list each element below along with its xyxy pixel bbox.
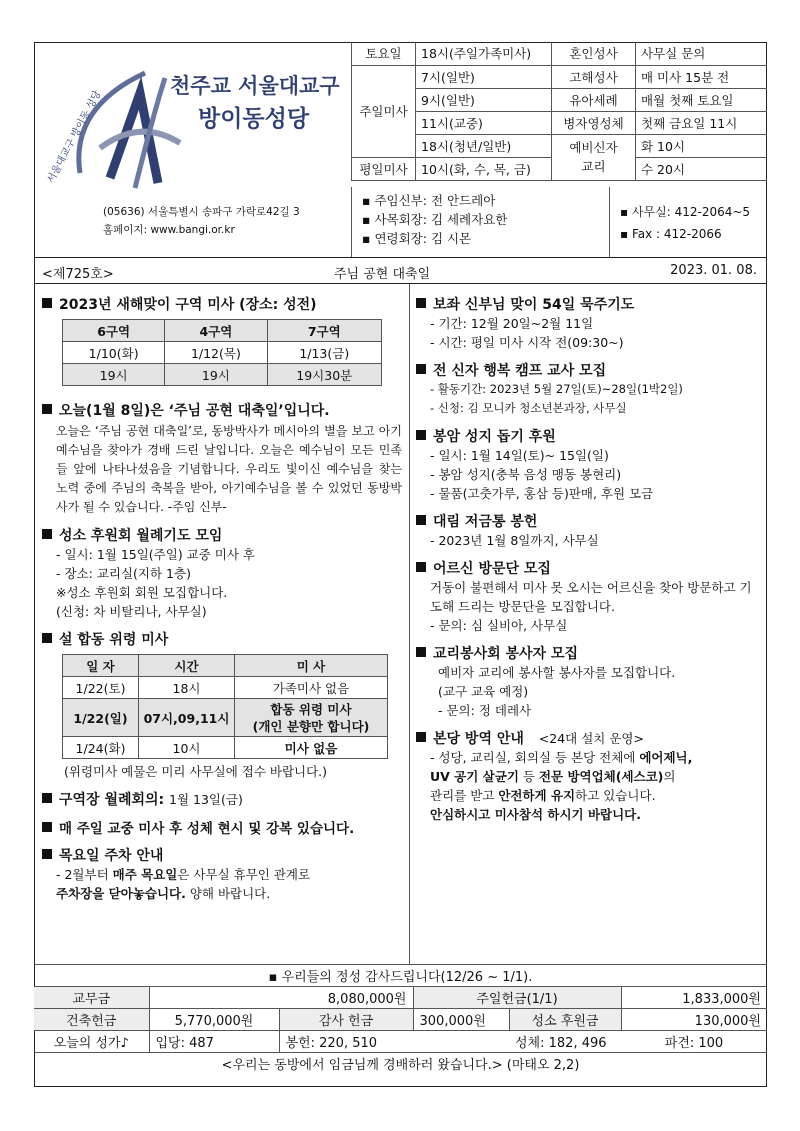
table-cell: 19시30분 [267, 364, 381, 386]
vocation-label: 성소 후원금 [509, 1009, 621, 1031]
section-district-meeting: 구역장 월례회의: 1월 13일(금) [42, 789, 402, 809]
table-header: 시간 [139, 655, 235, 677]
issue-number: <제725호> [42, 267, 114, 282]
bongam-line: - 물품(고춧가루, 홍삼 등)판매, 후원 모금 [430, 486, 654, 501]
rosary-line: - 기간: 12월 20일~2월 11일 [430, 316, 594, 331]
section-camp-teachers: 전 신자 행복 캠프 교사 모집 [416, 360, 762, 380]
parish-homepage: 홈페이지: www.bangi.or.kr [103, 224, 235, 236]
catechumen-time-1: 화 10시 [636, 134, 768, 157]
section-disinfection: 본당 방역 안내 <24대 설치 운영> [416, 728, 762, 748]
vocation-line: ※성소 후원회 회원 모집합니다. [56, 585, 228, 600]
table-cell: 1/13(금) [267, 342, 381, 364]
staff-item: ▪ 주임신부: 전 안드레아 [362, 193, 496, 208]
issue-header [34, 257, 767, 284]
logo [40, 48, 350, 193]
kyomu-value: 8,080,000원 [149, 987, 413, 1009]
parish-name-line2: 방이동성당 [198, 106, 310, 132]
right-column [416, 290, 762, 824]
section-elder-visit: 어르신 방문단 모집 [416, 558, 762, 578]
table-cell: 1/22(일) [63, 699, 139, 737]
section-memorial-mass: 설 합동 위령 미사 [42, 629, 402, 649]
table-cell: 1/10(화) [63, 342, 165, 364]
building-value: 5,770,000원 [149, 1009, 279, 1031]
baptism-value: 매월 첫째 토요일 [636, 88, 768, 111]
marriage-label: 혼인성사 [552, 42, 636, 65]
confession-value: 매 미사 15분 전 [636, 65, 768, 88]
table-cell: 가족미사 없음 [235, 677, 388, 699]
camp-line: - 활동기간: 2023년 5월 27일(토)~28일(1박2일) [430, 382, 683, 396]
saturday-time: 18시(주일가족미사) [416, 42, 552, 65]
table-cell: 미사 없음 [235, 737, 388, 759]
bongam-line: - 일시: 1월 14일(토)~ 15일(일) [430, 448, 609, 463]
column-divider [409, 284, 410, 964]
sunday-time-1: 7시(일반) [416, 65, 552, 88]
disinfection-line-3: 관리를 받고 안전하게 유지하고 있습니다. [430, 788, 656, 803]
disinfection-line-1: - 성당, 교리실, 회의실 등 본당 전체에 에어제닉, [430, 750, 693, 765]
sunday-offering-value: 1,833,000원 [621, 987, 767, 1009]
table-cell: 1/12(목) [165, 342, 267, 364]
parking-line-2: 주차장을 닫아놓습니다. 양해 바랍니다. [56, 886, 271, 901]
catechism-line: - 문의: 정 데레사 [438, 703, 532, 718]
catechism-line: 예비자 교리에 봉사할 봉사자를 모집합니다. [438, 665, 676, 680]
dismissal-hymn: 파견: 100 [621, 1031, 767, 1053]
sunday-time-3: 11시(교중) [416, 111, 552, 134]
table-cell: 19시 [63, 364, 165, 386]
marriage-value: 사무실 문의 [636, 42, 768, 65]
issue-title: 주님 공현 대축일 [334, 267, 431, 282]
confession-label: 고해성사 [552, 65, 636, 88]
contact-box [609, 187, 767, 257]
mass-schedule-table [351, 42, 767, 181]
section-epiphany: 오늘(1월 8일)은 ‘주님 공현 대축일’입니다. [42, 400, 402, 420]
sick-communion-value: 첫째 금요일 11시 [636, 111, 768, 134]
fax-number: ▪ Fax : 412-2066 [620, 227, 722, 241]
logo-arc-text: 서울대교구 방이동 성당 [45, 88, 104, 186]
bongam-line: - 봉암 성지(충북 음성 맹동 봉현리) [430, 467, 622, 482]
vocation-line: - 일시: 1월 15일(주일) 교중 미사 후 [56, 547, 255, 562]
catechumen-label [552, 134, 636, 180]
disinfection-line-2: UV 공기 살균기 등 전문 방역업체(세스코)의 [430, 769, 676, 784]
footer-quote: <우리는 동방에서 임금님께 경배하러 왔습니다.> (마태오 2,2) [34, 1053, 767, 1075]
thanks-label: 감사 헌금 [279, 1009, 413, 1031]
section-rosary: 보좌 신부님 맞이 54일 묵주기도 [416, 294, 762, 314]
staff-item: ▪ 사목회장: 김 세례자요한 [362, 212, 508, 227]
vocation-line: - 장소: 교리실(지하 1층) [56, 566, 191, 581]
offertory-hymn: 봉헌: 220, 510 [279, 1031, 509, 1053]
district-meeting-date: 1월 13일(금) [169, 792, 243, 807]
office-phone: ▪ 사무실: 412-2064~5 [620, 205, 751, 219]
section-bongam: 봉암 성지 돕기 후원 [416, 426, 762, 446]
memorial-mass-table [62, 654, 388, 759]
hymn-label: 오늘의 성가♪ [34, 1031, 149, 1053]
advent-line: - 2023년 1월 8일까지, 사무실 [430, 533, 599, 548]
sunday-time-4: 18시(청년/일반) [416, 134, 552, 157]
disinfection-sub: <24대 설치 운영> [538, 731, 644, 746]
left-column [42, 290, 402, 903]
memorial-note: (위령미사 예물은 미리 사무실에 접수 바랍니다.) [64, 764, 328, 779]
disinfection-line-4: 안심하시고 미사참석 하시기 바랍니다. [430, 807, 642, 822]
table-cell: 19시 [165, 364, 267, 386]
sick-communion-label: 병자영성체 [552, 111, 636, 134]
weekday-label: 평일미사 [352, 157, 416, 180]
section-newyear-mass: 2023년 새해맞이 구역 미사 (장소: 성전) [42, 294, 402, 314]
table-cell: 1/24(화) [63, 737, 139, 759]
table-cell: 18시 [139, 677, 235, 699]
rosary-line: - 시간: 평일 미사 시작 전(09:30~) [430, 335, 624, 350]
thanks-value: 300,000원 [413, 1009, 509, 1031]
catechumen-label-1: 예비신자 [569, 140, 618, 155]
baptism-label: 유아세례 [552, 88, 636, 111]
section-catechism-volunteers: 교리봉사회 봉사자 모집 [416, 643, 762, 663]
offering-title: ▪ 우리들의 정성 감사드립니다(12/26 ~ 1/1). [34, 965, 767, 987]
parish-name-line1: 천주교 서울대교구 [170, 74, 340, 98]
vocation-value: 130,000원 [621, 1009, 767, 1031]
section-advent-bank: 대림 저금통 봉헌 [416, 511, 762, 531]
table-cell: 1/22(토) [63, 677, 139, 699]
section-parking: 목요일 주차 안내 [42, 845, 402, 865]
elder-visit-body: 거동이 불편해서 미사 못 오시는 어르신을 찾아 방문하고 기도해 드리는 방문단을 모집합니다. [430, 580, 752, 614]
kyomu-label: 교무금 [34, 987, 149, 1009]
building-label: 건축헌금 [34, 1009, 149, 1031]
issue-date: 2023. 01. 08. [670, 263, 757, 278]
vocation-line: (신청: 차 비탈리나, 사무실) [56, 604, 207, 619]
table-header: 4구역 [165, 320, 267, 342]
offering-table [34, 964, 767, 1075]
district-mass-table [62, 319, 382, 386]
table-header: 미 사 [235, 655, 388, 677]
camp-line: - 신청: 김 모니카 청소년본과장, 사무실 [430, 401, 627, 415]
elder-visit-contact: - 문의: 심 실비아, 사무실 [430, 618, 568, 633]
saturday-label: 토요일 [352, 42, 416, 65]
epiphany-body: 오늘은 ‘주님 공현 대축일’로, 동방박사가 메시아의 별을 보고 아기 예수님을 찾아가 경배 드린 날입니다. 오늘은 예수님이 모든 민족들 앞에 나타나셨음을 기념합니다. 우리도 빛이신 예수님을 찾는 노력 중에 주님의 축복을 받아, 아기예수님을 볼 수 있었던 동방박사가 될 수 있습니다. -주임 신부- [56, 424, 402, 514]
communion-hymn: 성체: 182, 496 [509, 1031, 621, 1053]
sunday-time-2: 9시(일반) [416, 88, 552, 111]
table-header: 6구역 [63, 320, 165, 342]
catechumen-label-2: 교리 [581, 159, 606, 174]
staff-item: ▪ 연령회장: 김 시몬 [362, 231, 472, 246]
sunday-offering-label: 주일헌금(1/1) [413, 987, 621, 1009]
catechumen-time-2: 수 20시 [636, 157, 768, 180]
sunday-label: 주일미사 [352, 65, 416, 157]
table-header: 7구역 [267, 320, 381, 342]
table-cell: 10시 [139, 737, 235, 759]
table-cell: 합동 위령 미사 (개인 분향만 합니다) [235, 699, 388, 737]
entrance-hymn: 입당: 487 [149, 1031, 279, 1053]
table-cell: 07시,09,11시 [139, 699, 235, 737]
section-adoration: 매 주일 교중 미사 후 성체 현시 및 강복 있습니다. [42, 817, 402, 837]
table-header: 일 자 [63, 655, 139, 677]
staff-box [351, 187, 609, 257]
section-vocation-prayer: 성소 후원회 월례기도 모임 [42, 525, 402, 545]
parish-address: (05636) 서울특별시 송파구 가락로42길 3 [103, 206, 300, 218]
catechism-line: (교구 교육 예정) [438, 684, 529, 699]
parking-line-1: - 2월부터 매주 목요일은 사무실 휴무인 관계로 [56, 867, 311, 882]
weekday-time: 10시(화, 수, 목, 금) [416, 157, 552, 180]
